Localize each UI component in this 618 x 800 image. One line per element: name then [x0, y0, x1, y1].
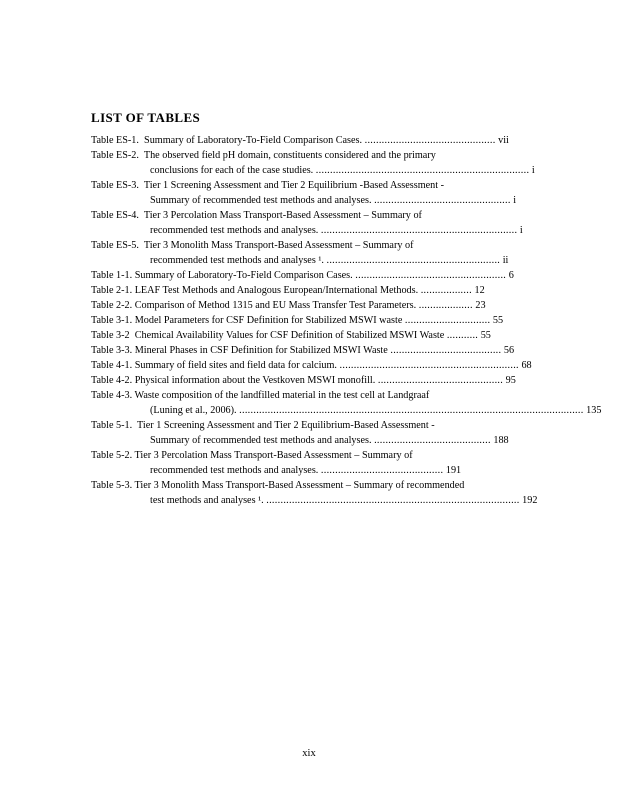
toc-entry-title [91, 208, 606, 223]
toc-entry-text: Table 3‑2 Chemical Availability Values for CSF Definition of Stabilized MSWI Waste [91, 330, 447, 341]
toc-entry-title-continued [91, 163, 606, 178]
dot-leader: ....................................... [390, 345, 502, 356]
toc-entry-title [91, 388, 606, 403]
toc-entry-title [91, 178, 606, 193]
toc-entry-page-number: 68 [521, 360, 532, 371]
dot-leader: ........................................... [320, 465, 444, 476]
toc-entry[interactable] [91, 148, 606, 178]
toc-entry[interactable] [91, 238, 606, 268]
dot-leader: ..................................................................... [320, 225, 518, 236]
toc-entry-text: Summary of recommended test methods and analyses. [150, 195, 375, 206]
toc-entry[interactable] [91, 418, 606, 448]
dot-leader: ........................................................................... [315, 165, 530, 176]
toc-entry[interactable] [91, 343, 606, 358]
toc-entry-page-number: ii [502, 255, 509, 266]
table-of-tables-list [91, 133, 606, 508]
toc-entry-text: Table ES‑1. Summary of Laboratory‑To‑Field Comparison Cases. [91, 135, 365, 146]
toc-entry-title [91, 418, 606, 433]
toc-entry-page-number: i [519, 225, 523, 236]
toc-entry-text: Table ES‑5. Tier 3 Monolith Mass Transport‑Based Assessment – Summary of [91, 240, 414, 251]
toc-entry-title-continued [91, 253, 606, 268]
toc-entry[interactable] [91, 313, 606, 328]
toc-entry-page-number: 188 [493, 435, 509, 446]
dot-leader: ........... [446, 330, 479, 341]
toc-entry-text: Table 2‑1. LEAF Test Methods and Analogous European/International Methods. [91, 285, 421, 296]
toc-entry-page-number: 55 [480, 330, 491, 341]
toc-entry-text: Table 4‑1. Summary of field sites and field data for calcium. [91, 360, 340, 371]
toc-entry-title [91, 448, 606, 463]
toc-entry-page-number: i [531, 165, 535, 176]
toc-entry[interactable] [91, 178, 606, 208]
toc-entry-title [91, 373, 606, 388]
toc-entry-title-continued [91, 463, 606, 478]
toc-entry[interactable] [91, 448, 606, 478]
toc-entry[interactable] [91, 283, 606, 298]
toc-entry-text: Table 3‑1. Model Parameters for CSF Definition for Stabilized MSWI waste [91, 315, 405, 326]
toc-entry-title [91, 358, 606, 373]
toc-entry-text: Summary of recommended test methods and analyses. [150, 435, 375, 446]
toc-entry-page-number: i [513, 195, 517, 206]
dot-leader: .............................. [404, 315, 491, 326]
dot-leader: ............................................................... [339, 360, 519, 371]
dot-leader: ................... [418, 300, 473, 311]
toc-entry-page-number: 191 [445, 465, 462, 476]
toc-entry-text: Table 5‑1. Tier 1 Screening Assessment and Tier 2 Equilibrium‑Based Assessment ‑ [91, 420, 435, 431]
toc-entry-text: Table ES‑2. The observed field pH domain, constituents considered and the primary [91, 150, 436, 161]
toc-entry-page-number: 55 [492, 315, 504, 326]
toc-entry-page-number: 6 [508, 270, 514, 281]
toc-entry[interactable] [91, 208, 606, 238]
toc-entry-title-continued [91, 433, 606, 448]
toc-entry-page-number: 56 [503, 345, 515, 356]
dot-leader: ............................................................. [326, 255, 501, 266]
toc-entry-text: Table 4‑2. Physical information about the Vestkoven MSWI monofill. [91, 375, 378, 386]
toc-entry-text: Table 1‑1. Summary of Laboratory‑To‑Field Comparison Cases. [91, 270, 356, 281]
toc-entry[interactable] [91, 328, 606, 343]
dot-leader: ......................................................................................... [266, 495, 520, 506]
toc-entry-title [91, 238, 606, 253]
toc-entry-title [91, 478, 606, 493]
toc-entry[interactable] [91, 298, 606, 313]
toc-entry-text: recommended test methods and analyses ¹. [150, 255, 327, 266]
dot-leader: ......................................... [374, 435, 491, 446]
page-number-footer: xix [302, 748, 316, 759]
toc-entry[interactable] [91, 133, 606, 148]
toc-entry-text: Table ES‑3. Tier 1 Screening Assessment and Tier 2 Equilibrium ‑Based Assessment ‑ [91, 180, 444, 191]
toc-entry-title-continued [91, 223, 606, 238]
toc-entry-page-number: 95 [505, 375, 516, 386]
toc-entry-title [91, 148, 606, 163]
toc-entry-page-number: 135 [586, 405, 602, 416]
page-title: LIST OF TABLES [91, 110, 201, 125]
toc-entry[interactable] [91, 373, 606, 388]
toc-entry[interactable] [91, 478, 606, 508]
toc-entry-text: Table 4‑3. Waste composition of the landfilled material in the test cell at Landgraaf [91, 390, 430, 401]
toc-entry-text: recommended test methods and analyses. [150, 465, 321, 476]
toc-entry-title [91, 313, 606, 328]
toc-entry-page-number: 192 [522, 495, 538, 506]
toc-entry-title [91, 283, 606, 298]
dot-leader: ..................................................... [355, 270, 507, 281]
toc-entry-page-number: 12 [474, 285, 485, 296]
toc-entry-text: (Luning et al., 2006). [150, 405, 240, 416]
toc-entry-page-number: vii [498, 135, 509, 146]
toc-entry-title [91, 298, 606, 313]
toc-entry[interactable] [91, 358, 606, 373]
toc-entry-title [91, 328, 606, 343]
dot-leader: .................. [420, 285, 472, 296]
toc-entry-text: recommended test methods and analyses. [150, 225, 321, 236]
toc-entry-text: test methods and analyses ¹. [150, 495, 267, 506]
toc-entry-title [91, 343, 606, 358]
dot-leader: ................................................ [374, 195, 511, 206]
dot-leader: ......................................................................................................................... [239, 405, 584, 416]
toc-entry-title [91, 268, 606, 283]
dot-leader: ............................................ [377, 375, 504, 386]
toc-entry-title-continued [91, 193, 606, 208]
toc-entry-text: conclusions for each of the case studies. [150, 165, 316, 176]
toc-entry-title-continued [91, 493, 606, 508]
toc-entry-page-number: 23 [475, 300, 486, 311]
toc-entry[interactable] [91, 388, 606, 418]
toc-entry-text: Table ES‑4. Tier 3 Percolation Mass Transport‑Based Assessment – Summary of [91, 210, 422, 221]
toc-entry-text: Table 2‑2. Comparison of Method 1315 and EU Mass Transfer Test Parameters. [91, 300, 419, 311]
dot-leader: .............................................. [364, 135, 496, 146]
toc-entry-text: Table 5‑3. Tier 3 Monolith Mass Transport‑Based Assessment – Summary of recommended [91, 480, 465, 491]
toc-entry-text: Table 5‑2. Tier 3 Percolation Mass Transport‑Based Assessment – Summary of [91, 450, 413, 461]
toc-entry-title [91, 133, 606, 148]
toc-entry[interactable] [91, 268, 606, 283]
toc-entry-text: Table 3‑3. Mineral Phases in CSF Definition for Stabilized MSWI Waste [91, 345, 391, 356]
toc-entry-title-continued [91, 403, 606, 418]
